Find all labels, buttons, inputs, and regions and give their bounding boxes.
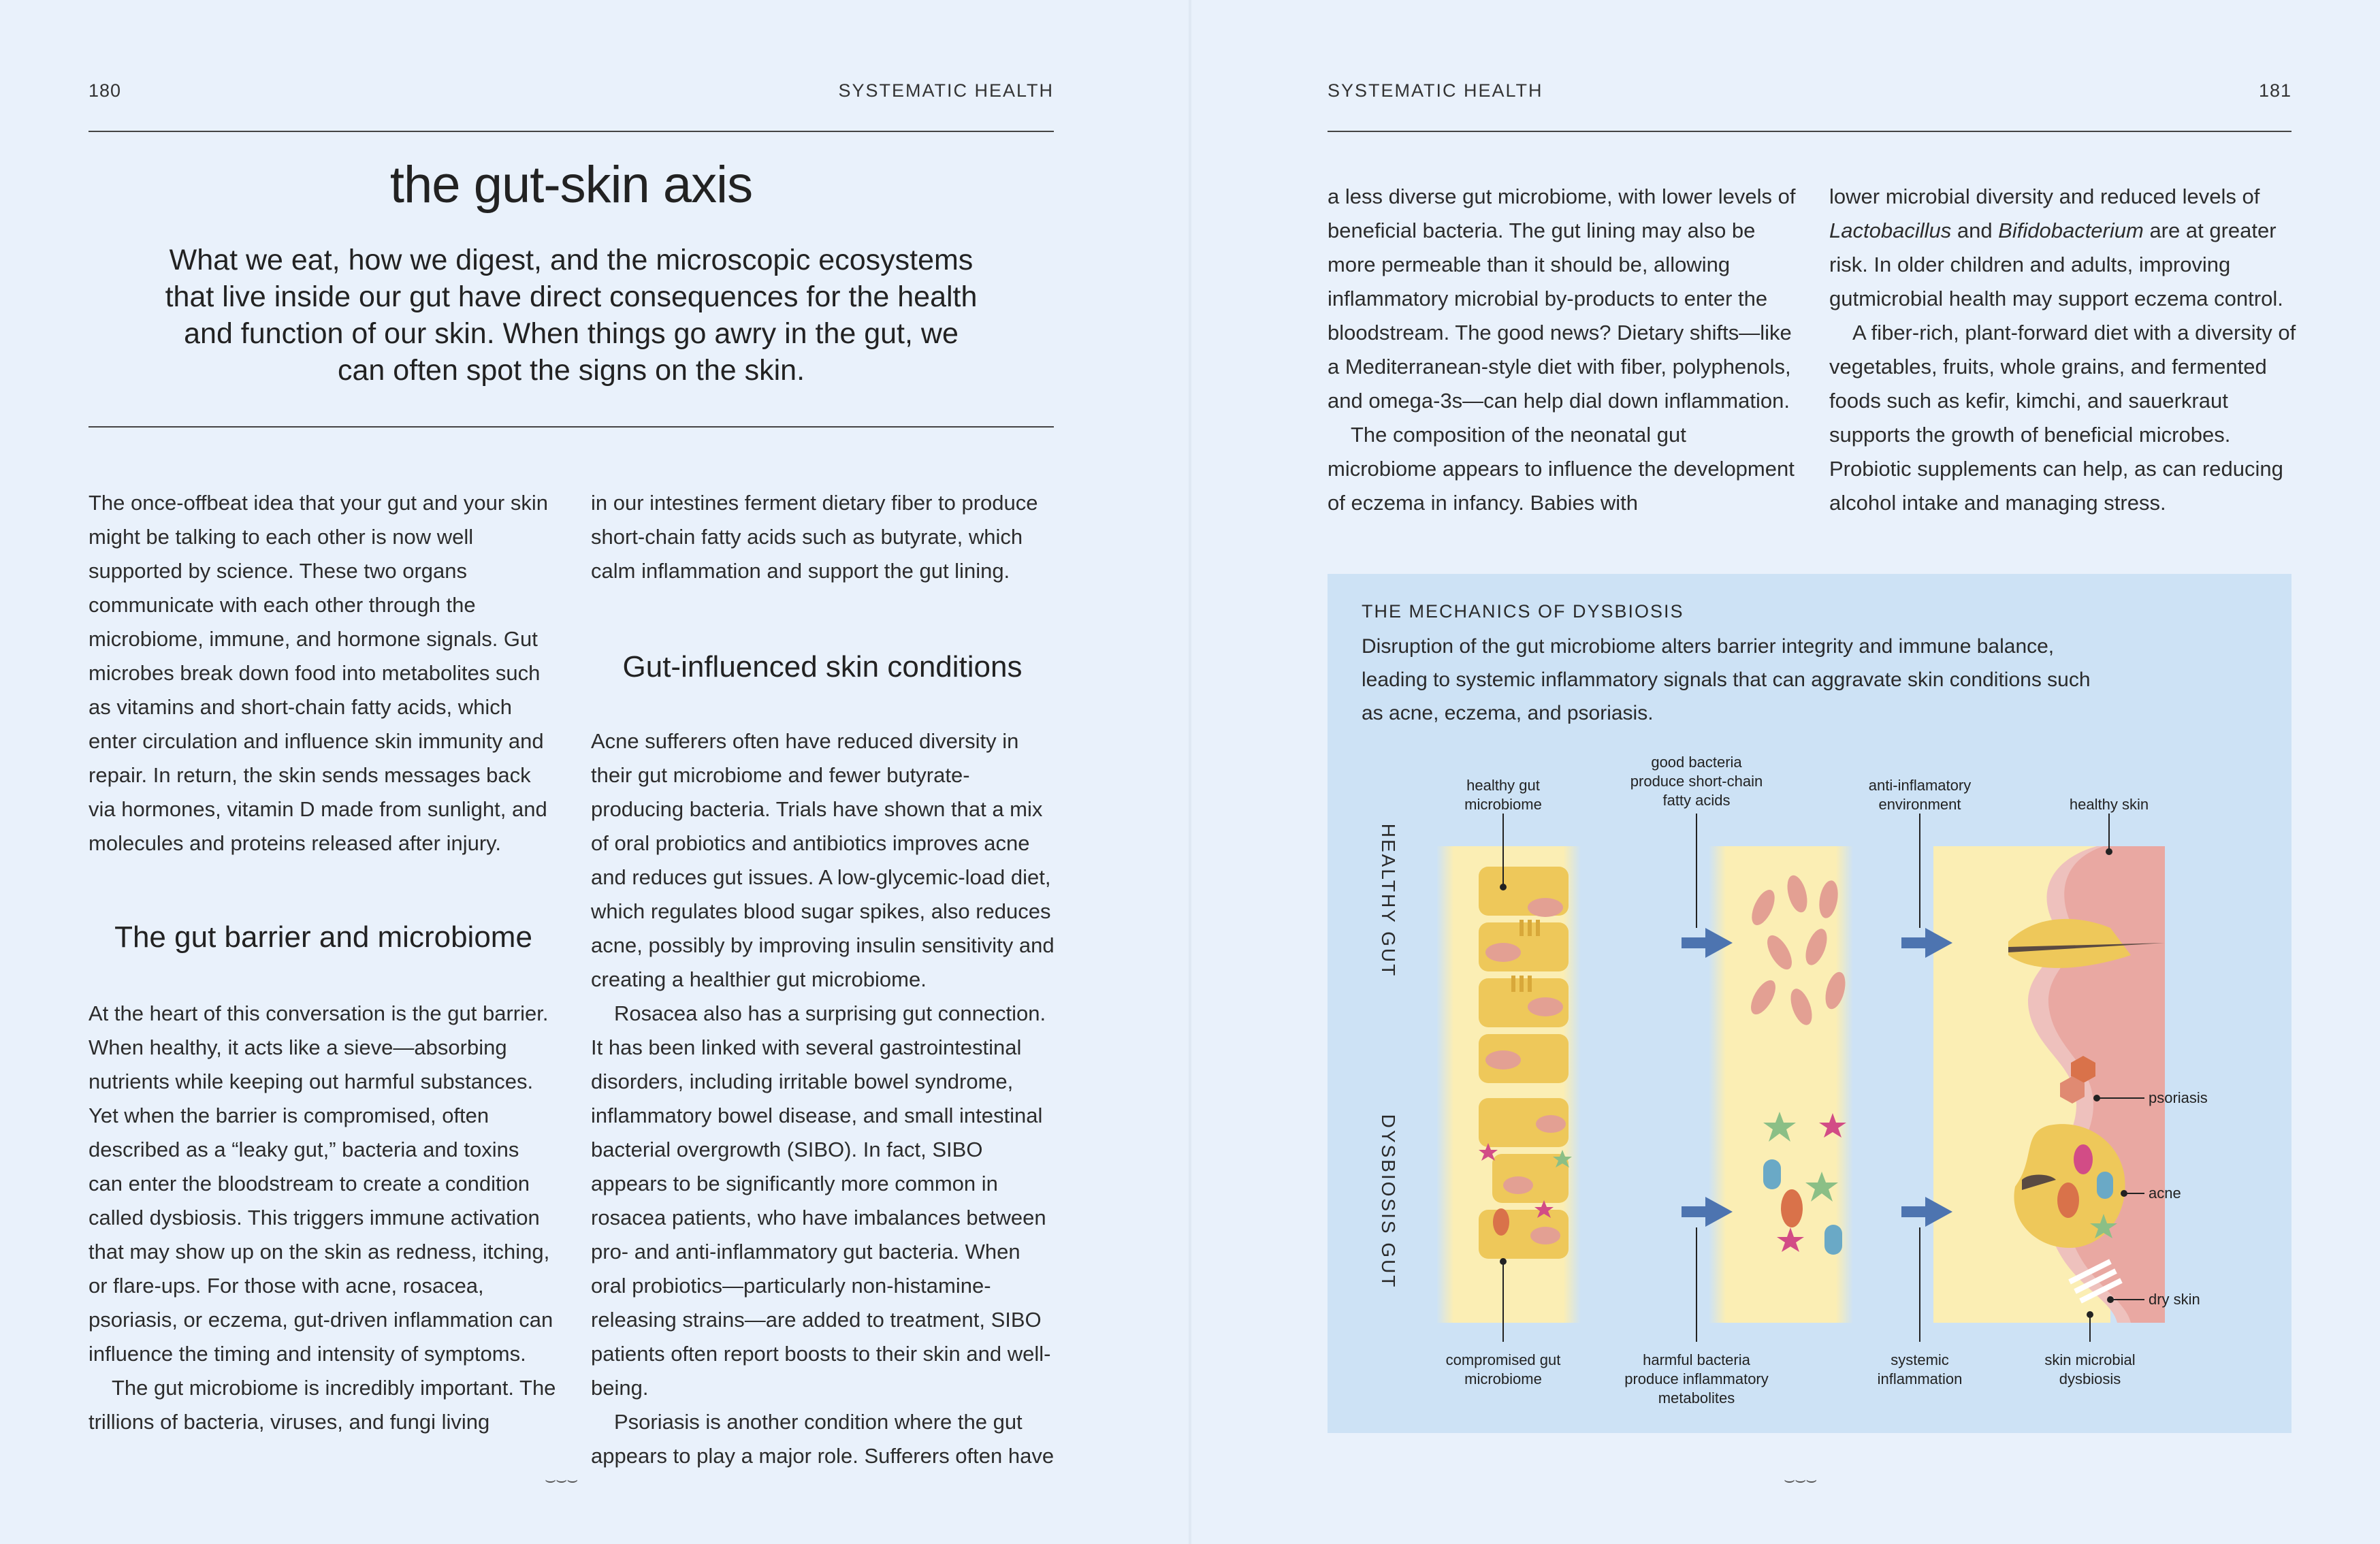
dysbiosis-gut-cells xyxy=(1479,1098,1572,1259)
row-label-healthy: HEALTHY GUT xyxy=(1378,823,1399,978)
label-healthy-gut: healthy gut xyxy=(1466,777,1540,794)
paragraph: The once-offbeat idea that your gut and your skin might be talking to each other is now well supported by science. These two organs communicate with each other through the microbiome, immune, and hormone signals. Gut microbes break down food into metabolites such as vitamins and short-chain fatty acids, which enter circulation and influence skin immunity and repair. In return, the skin sends messages back via hormones, vitamin D made from sunlight, and molecules and proteins released after injury. xyxy=(89,491,548,855)
paragraph: a less diverse gut microbiome, with lower levels of beneficial bacteria. The gut lining may also be more permeable than it should be, allowing inflammatory microbial by-products to enter the bloodstream. The good news? Dietary shifts—like a Mediterranean-style diet with fiber, polyphenols, and omega-3s—can help dial down inflammation. xyxy=(1328,184,1796,413)
label-compromised-gut: compromised gut xyxy=(1445,1351,1561,1368)
paragraph: At the heart of this conversation is the gut barrier. When healthy, it acts like a sieve—absorbing nutrients while keeping out harmful substances. Yet when the barrier is compromised, often described as a “leaky gut,” bacteria and toxins can enter the bloodstream to create a condition called dysbiosis. This triggers immune activation that may show up on the skin as redness, itching, or flare-ups. For those with acne, rosacea, psoriasis, or eczema, gut-driven inflammation can influence the timing and intensity of symptoms. xyxy=(89,1001,553,1366)
left-column-2-cont xyxy=(591,724,1061,1473)
label-harmful-bacteria: harmful bacteria xyxy=(1643,1351,1750,1368)
label-anti-inflammatory-2: environment xyxy=(1878,796,1961,813)
figure-caption: Disruption of the gut microbiome alters barrier integrity and immune balance, leading to systemic inflammatory signals that can aggravate skin conditions such as acne, eczema, and psoriasis. xyxy=(1362,635,2091,724)
paragraph xyxy=(1829,180,2299,316)
right-column-2 xyxy=(1829,180,2299,520)
figure-heading: THE MECHANICS OF DYSBIOSIS xyxy=(1362,601,1684,622)
dysbiosis-diagram xyxy=(1328,574,2291,1433)
page-ornament: ⌣⌣⌣ xyxy=(545,1469,578,1490)
left-column-1 xyxy=(89,486,558,861)
label-good-bacteria-3: fatty acids xyxy=(1662,792,1731,809)
label-systemic: systemic xyxy=(1891,1351,1949,1368)
paragraph: A fiber-rich, plant-forward diet with a diversity of vegetables, fruits, whole grains, and fermented foods such as kefir, kimchi, and sauerkraut supports the growth of beneficial microbes. Probiotic supplements can help, as can reducing alcohol intake and managing stress. xyxy=(1829,321,2296,515)
label-skin-dysbiosis: skin microbial xyxy=(2044,1351,2136,1368)
text-run: and xyxy=(1951,219,1999,242)
subhead-skin-conditions: Gut-influenced skin conditions xyxy=(622,650,1023,683)
dek-rule xyxy=(89,426,1054,428)
genus-name: Lactobacillus xyxy=(1829,219,1952,242)
label-good-bacteria: good bacteria xyxy=(1651,754,1742,771)
paragraph: Psoriasis is another condition where the gut appears to play a major role. Sufferers often have xyxy=(591,1410,1055,1468)
label-healthy-skin: healthy skin xyxy=(2069,796,2149,813)
text-run: lower microbial diversity and reduced levels of xyxy=(1829,184,2260,208)
genus-name: Bifidobacterium xyxy=(1998,219,2144,242)
left-column-1-cont xyxy=(89,997,558,1439)
label-healthy-gut-2: microbiome xyxy=(1464,796,1542,813)
running-head: SYSTEMATIC HEALTH xyxy=(1328,80,1543,101)
subhead-gut-barrier: The gut barrier and microbiome xyxy=(114,920,532,954)
dysbiosis-figure xyxy=(1328,574,2291,1433)
article-dek: What we eat, how we digest, and the microscopic ecosystems that live inside our gut have direct consequences for the health and function of our skin. When things go awry in the gut, we can often spot the signs on the skin. xyxy=(165,244,978,387)
page-number: 181 xyxy=(2258,80,2291,101)
label-anti-inflammatory: anti-inflamatory xyxy=(1868,777,1972,794)
label-harmful-bacteria-3: metabolites xyxy=(1658,1389,1735,1406)
row-label-dysbiosis: DYSBIOSIS GUT xyxy=(1378,1114,1399,1289)
label-harmful-bacteria-2: produce inflammatory xyxy=(1624,1370,1769,1387)
running-head: SYSTEMATIC HEALTH xyxy=(838,80,1054,101)
paragraph: The gut microbiome is incredibly important. The trillions of bacteria, viruses, and fungi living xyxy=(89,1376,556,1434)
paragraph: in our intestines ferment dietary fiber to produce short-chain fatty acids such as butyrate, which calm inflammation and support the gut lining. xyxy=(591,491,1038,583)
label-compromised-gut-2: microbiome xyxy=(1464,1370,1542,1387)
paragraph: Rosacea also has a surprising gut connection. It has been linked with several gastrointestinal disorders, including irritable bowel syndrome, inflammatory bowel disease, and small intestinal bacterial overgrowth (SIBO). In fact, SIBO appears to be significantly more common in rosacea patients, who have imbalances between pro- and anti-inflammatory gut bacteria. When oral probiotics—particularly non-histamine-releasing strains—are added to treatment, SIBO patients often report boosts to their skin and well-being. xyxy=(591,1001,1051,1400)
left-column-2 xyxy=(591,486,1061,588)
paragraph: The composition of the neonatal gut microbiome appears to influence the development of eczema in infancy. Babies with xyxy=(1328,423,1795,515)
article-title: the gut-skin axis xyxy=(389,156,753,214)
right-column-1 xyxy=(1328,180,1797,520)
label-psoriasis: psoriasis xyxy=(2149,1089,2208,1106)
label-systemic-2: inflammation xyxy=(1877,1370,1963,1387)
paragraph: Acne sufferers often have reduced diversity in their gut microbiome and fewer butyrate-producing bacteria. Trials have shown that a mix of oral probiotics and antibiotics improves acne and reduces gut issues. A low-glycemic-load diet, which regulates blood sugar spikes, also reduces acne, possibly by improving insulin sensitivity and creating a healthier gut microbiome. xyxy=(591,729,1055,991)
label-skin-dysbiosis-2: dysbiosis xyxy=(2059,1370,2121,1387)
text-run: are at greater risk. In older children and adults, improving gutmicrobial health may support eczema control. xyxy=(1829,219,2283,310)
label-acne: acne xyxy=(2149,1185,2181,1202)
page-ornament: ⌣⌣⌣ xyxy=(1784,1469,1817,1490)
top-rule xyxy=(1328,131,2291,132)
label-good-bacteria-2: produce short-chain xyxy=(1630,773,1763,790)
label-dry-skin: dry skin xyxy=(2149,1291,2200,1308)
top-rule xyxy=(89,131,1054,132)
page-number: 180 xyxy=(89,80,122,101)
